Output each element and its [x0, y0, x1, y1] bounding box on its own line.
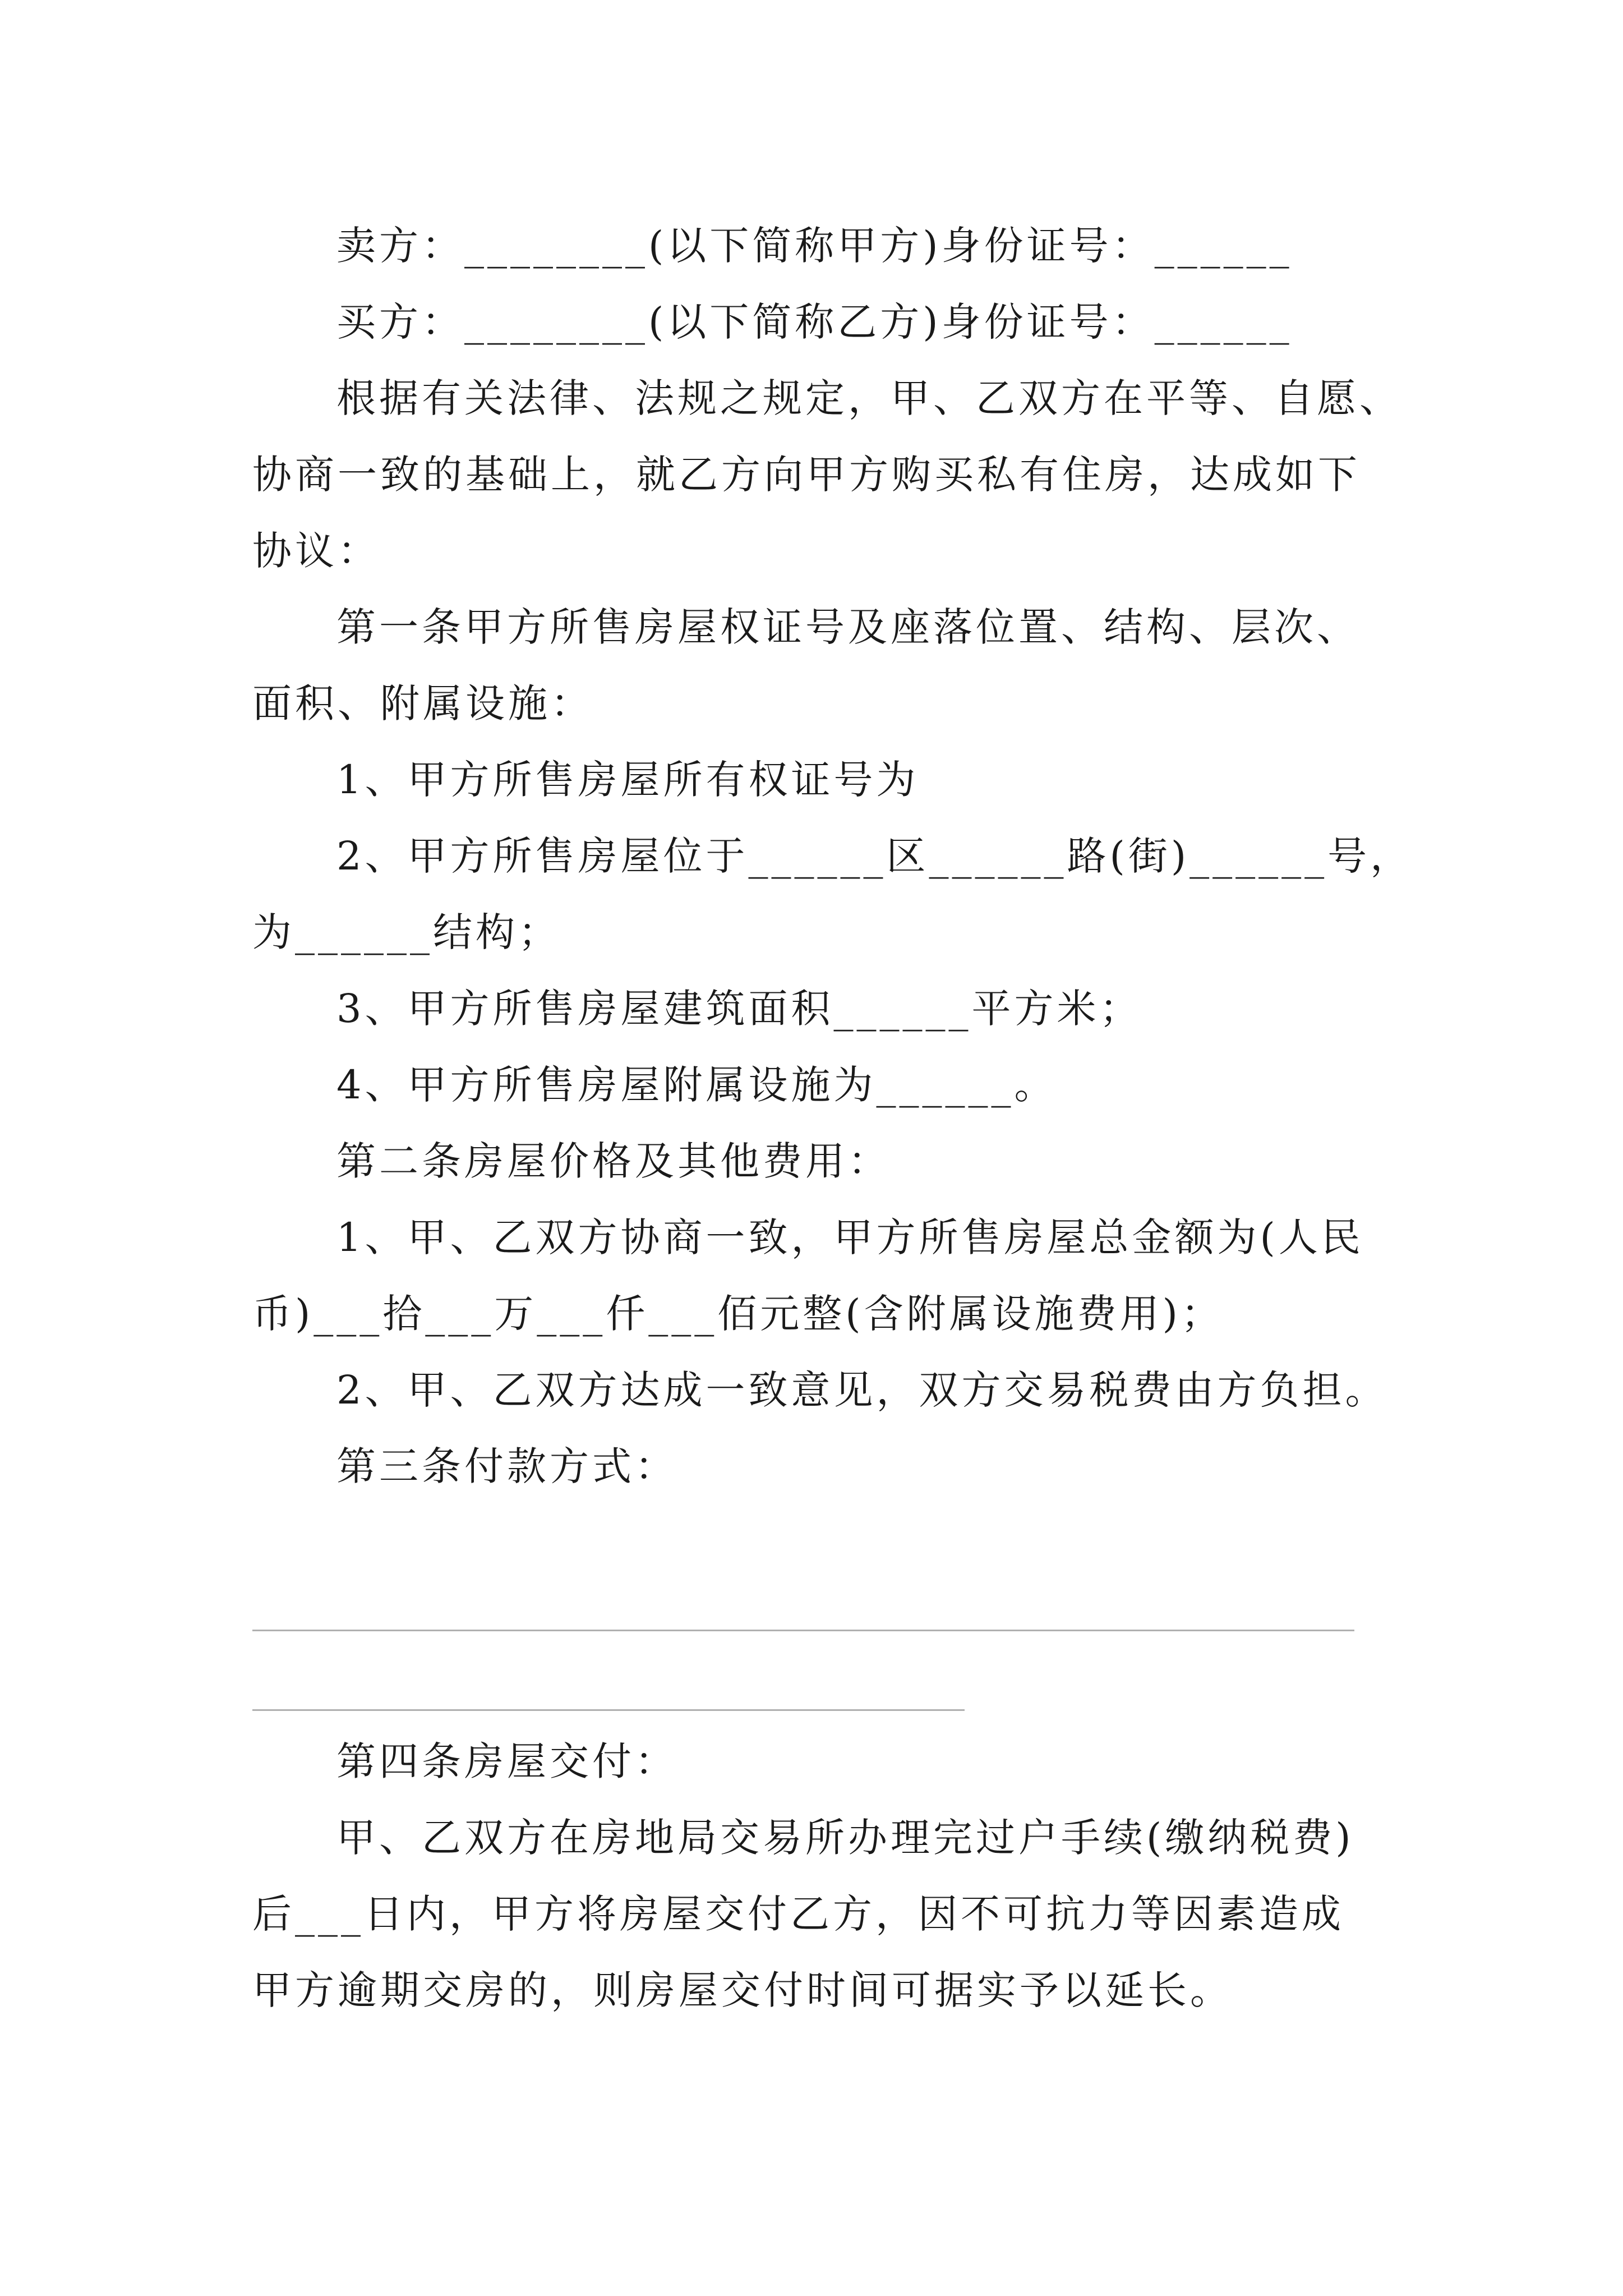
- payment-blank-line-1: [252, 1630, 1354, 1631]
- article-1-item-1: 1、甲方所售房屋所有权证号为: [336, 757, 919, 803]
- article-2-item-1: 1、甲、乙双方协商一致，甲方所售房屋总金额为(人民: [336, 1214, 1364, 1260]
- preamble-line-3: 协议：: [252, 528, 380, 574]
- article-1-heading: 第一条甲方所售房屋权证号及座落位置、结构、层次、: [336, 604, 1359, 650]
- article-4-heading: 第四条房屋交付：: [336, 1738, 677, 1784]
- article-4-line-1: 甲、乙双方在房地局交易所办理完过户手续(缴纳税费): [336, 1815, 1354, 1861]
- article-2-item-1-cont: 币)___拾___万___仟___佰元整(含附属设施费用)；: [252, 1291, 1224, 1337]
- article-1-item-2-cont: 为______结构；: [252, 909, 561, 955]
- buyer-line: 买方：________(以下简称乙方)身份证号：______: [336, 299, 1293, 345]
- article-1-item-4: 4、甲方所售房屋附属设施为______。: [336, 1062, 1057, 1108]
- article-2-heading: 第二条房屋价格及其他费用：: [336, 1138, 891, 1184]
- article-2-item-2: 2、甲、乙双方达成一致意见，双方交易税费由方负担。: [336, 1367, 1388, 1413]
- article-4-line-2: 后___日内，甲方将房屋交付乙方，因不可抗力等因素造成: [252, 1891, 1344, 1937]
- article-3-heading: 第三条付款方式：: [336, 1443, 677, 1489]
- payment-blank-line-2: [252, 1709, 965, 1711]
- article-1-item-2: 2、甲方所售房屋位于______区______路(街)______号，: [336, 833, 1413, 879]
- preamble-line-1: 根据有关法律、法规之规定，甲、乙双方在平等、自愿、: [336, 375, 1402, 421]
- article-1-heading-cont: 面积、附属设施：: [252, 680, 593, 726]
- article-1-item-3: 3、甲方所售房屋建筑面积______平方米；: [336, 986, 1142, 1032]
- article-4-line-3: 甲方逾期交房的，则房屋交付时间可据实予以延长。: [252, 1967, 1233, 2013]
- seller-line: 卖方：________(以下简称甲方)身份证号：______: [336, 223, 1293, 269]
- preamble-line-2: 协商一致的基础上，就乙方向甲方购买私有住房，达成如下: [252, 452, 1361, 498]
